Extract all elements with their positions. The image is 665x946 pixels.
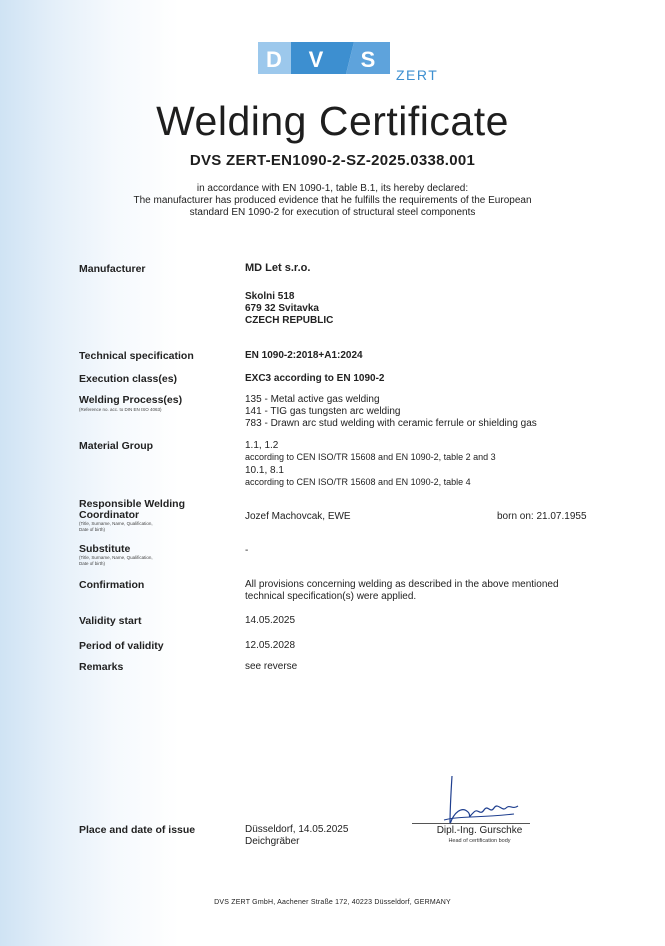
manufacturer-address-line: 679 32 Svitavka	[245, 303, 319, 314]
confirmation-label: Confirmation	[79, 579, 145, 591]
welding-process-line: 135 - Metal active gas welding	[245, 394, 380, 405]
technical-spec-value: EN 1090-2:2018+A1:2024	[245, 350, 363, 361]
welding-process-sublabel: (Reference no. acc. to DIN EN ISO 4063)	[79, 407, 162, 412]
substitute-value: -	[245, 545, 249, 556]
issue-issuer: Deichgräber	[245, 836, 300, 847]
material-group-line: 1.1, 1.2	[245, 440, 279, 451]
coordinator-label: Coordinator	[79, 509, 140, 521]
welding-process-line: 783 - Drawn arc stud welding with ceramic ferrule or shielding gas	[245, 418, 537, 429]
period-validity-label: Period of validity	[79, 640, 164, 652]
signatory-name: Dipl.-Ing. Gurschke	[436, 825, 523, 836]
technical-spec-label: Technical specification	[79, 350, 194, 362]
intro-line: standard EN 1090-2 for execution of structural steel components	[189, 207, 476, 218]
welding-process-label: Welding Process(es)	[79, 394, 183, 406]
certificate-number: DVS ZERT-EN1090-2-SZ-2025.0338.001	[189, 152, 476, 169]
execution-class-value: EXC3 according to EN 1090-2	[245, 373, 385, 384]
svg-text:ZERT: ZERT	[396, 67, 438, 82]
signature-line	[412, 823, 530, 824]
substitute-sublabel: (Title, Surname, Name, Qualification,	[79, 555, 153, 560]
dvs-zert-logo	[258, 40, 438, 82]
material-group-line: according to CEN ISO/TR 15608 and EN 1090-2, table 2 and 3	[245, 452, 496, 462]
issue-label: Place and date of issue	[79, 824, 196, 836]
coordinator-label: Responsible Welding	[79, 498, 185, 510]
manufacturer-address-line: CZECH REPUBLIC	[245, 315, 334, 326]
signatory-role: Head of certification body	[448, 838, 511, 844]
intro-line: The manufacturer has produced evidence that he fulfills the requirements of the European	[133, 195, 532, 206]
remarks-value: see reverse	[245, 661, 298, 672]
coordinator-value: Jozef Machovcak, EWE	[245, 511, 351, 522]
svg-text:D: D	[266, 47, 282, 72]
substitute-sublabel: Date of birth)	[79, 561, 106, 566]
intro-text	[90, 183, 575, 219]
material-group-label: Material Group	[79, 440, 154, 452]
manufacturer-address-line: Skolni 518	[245, 291, 295, 302]
signature-image	[418, 772, 528, 830]
welding-process-line: 141 - TIG gas tungsten arc welding	[245, 406, 401, 417]
execution-class-label: Execution class(es)	[79, 373, 178, 385]
footer-address: DVS ZERT GmbH, Aachener Straße 172, 40223 Düsseldorf, GERMANY	[214, 899, 451, 906]
page-title: Welding Certificate	[156, 98, 509, 144]
validity-start-value: 14.05.2025	[245, 615, 296, 626]
remarks-label: Remarks	[79, 661, 124, 673]
coordinator-birthdate: born on: 21.07.1955	[497, 511, 587, 522]
material-group-line: according to CEN ISO/TR 15608 and EN 1090-2, table 4	[245, 477, 471, 487]
svg-text:V: V	[308, 47, 324, 72]
material-group-line: 10.1, 8.1	[245, 465, 284, 476]
period-validity-value: 12.05.2028	[245, 640, 296, 651]
confirmation-line: All provisions concerning welding as described in the above mentioned	[245, 579, 559, 590]
coordinator-sublabel: Date of birth)	[79, 527, 106, 532]
issue-place-date: Düsseldorf, 14.05.2025	[245, 824, 349, 835]
validity-start-label: Validity start	[79, 615, 142, 627]
substitute-label: Substitute	[79, 543, 131, 555]
svg-text:S: S	[360, 47, 376, 72]
coordinator-sublabel: (Title, Surname, Name, Qualification,	[79, 521, 153, 526]
manufacturer-name: MD Let s.r.o.	[245, 262, 311, 274]
intro-line: in accordance with EN 1090-1, table B.1, its hereby declared:	[196, 183, 469, 194]
confirmation-line: technical specification(s) were applied.	[245, 591, 417, 602]
manufacturer-label: Manufacturer	[79, 263, 146, 275]
